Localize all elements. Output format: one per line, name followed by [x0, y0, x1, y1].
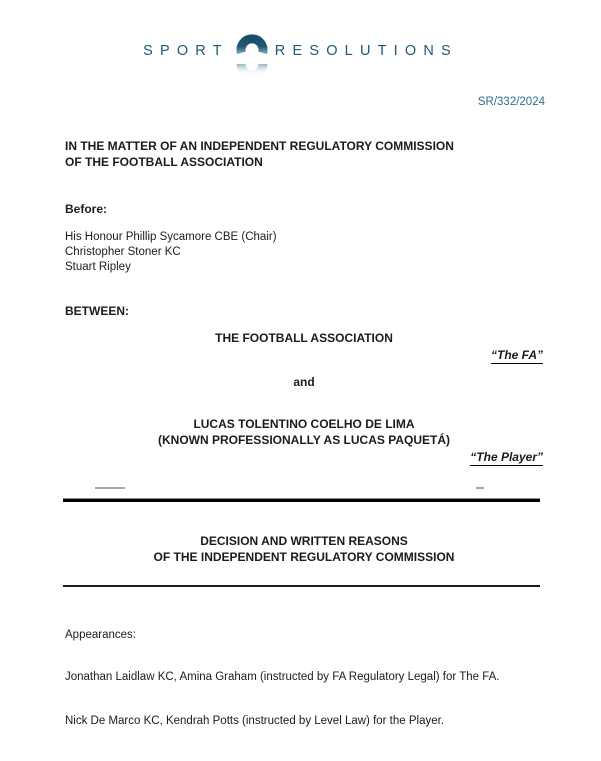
panel-member: His Honour Phillip Sycamore CBE (Chair): [65, 231, 277, 243]
claimant-designation: “The FA”: [490, 348, 543, 362]
decision-heading: [65, 534, 543, 565]
claimant-name: THE FOOTBALL ASSOCIATION: [215, 331, 393, 345]
appearance-for-player: Nick De Marco KC, Kendrah Potts (instructed by Level Law) for the Player.: [65, 715, 445, 727]
respondent-name: [65, 417, 543, 448]
appearances-label: Appearances:: [65, 629, 136, 641]
respondent-name-line2: (KNOWN PROFESSIONALLY AS LUCAS PAQUETÁ): [157, 432, 450, 447]
before-label: Before:: [65, 202, 108, 216]
and-separator: and: [293, 375, 315, 389]
matter-heading-line1: IN THE MATTER OF AN INDEPENDENT REGULATORY COMMISSION: [65, 139, 454, 153]
faint-dash: [476, 487, 484, 489]
between-label: BETWEEN:: [65, 304, 129, 318]
respondent-designation: “The Player”: [470, 450, 543, 464]
case-reference: SR/332/2024: [477, 96, 545, 108]
panel-member: Stuart Ripley: [65, 261, 131, 273]
sport-resolutions-ring-icon: [229, 34, 275, 80]
horizontal-rule-thin: [63, 585, 540, 587]
panel-list: [65, 230, 543, 275]
decision-heading-line2: OF THE INDEPENDENT REGULATORY COMMISSION: [153, 549, 455, 564]
faint-dash: [95, 487, 125, 489]
sport-resolutions-logo: [0, 36, 601, 80]
matter-heading: [65, 139, 543, 170]
respondent-designation-row: [65, 448, 543, 466]
horizontal-rule-thick: [63, 498, 540, 502]
logo-word-resolutions: RESOLUTIONS: [274, 43, 458, 59]
appearance-for-fa: Jonathan Laidlaw KC, Amina Graham (instructed by FA Regulatory Legal) for The FA.: [65, 671, 500, 683]
decision-heading-line1: DECISION AND WRITTEN REASONS: [200, 534, 408, 548]
panel-member: Christopher Stoner KC: [65, 246, 181, 258]
logo-word-sport: SPORT: [143, 43, 229, 59]
claimant-designation-row: [65, 346, 543, 364]
respondent-name-line1: LUCAS TOLENTINO COELHO DE LIMA: [193, 417, 415, 431]
matter-heading-line2: OF THE FOOTBALL ASSOCIATION: [65, 154, 263, 169]
